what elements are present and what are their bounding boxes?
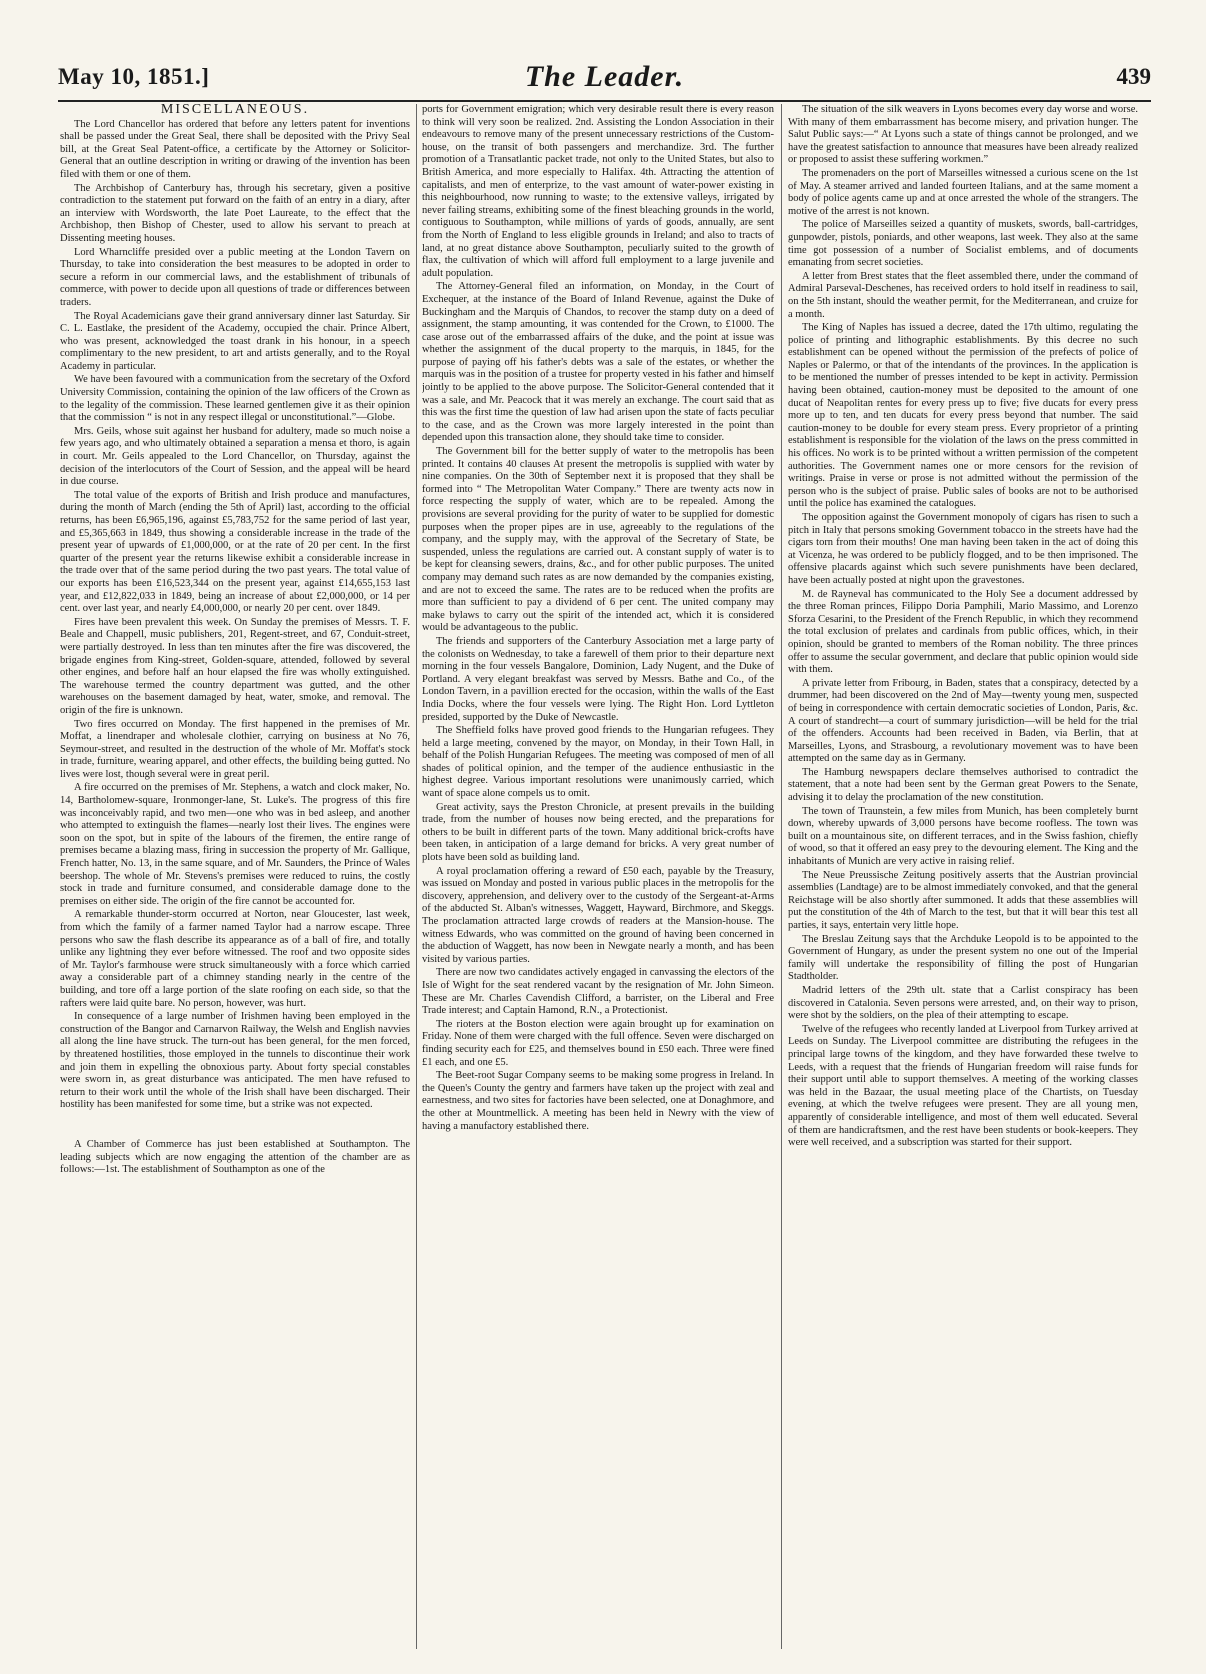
article-paragraph: The Beet-root Sugar Company seems to be making some progress in Ireland. In the Queen's County the gentry and farmers have taken up the project with zeal and earnestness, and two sites for factories have been selected, one at Donaghmore, and the other at Mountmellick. A meeting has been held in Newry with the view of having a manufactory established there. [422,1070,774,1132]
article-paragraph: The Archbishop of Canterbury has, through his secretary, given a positive contradiction to the statement put forward on the faith of an entry in a diary, after an interview with Wordsworth, the late Poet Laureate, to the effect that the Archbishop, then Bishop of Chester, used to allow his servant to preach at Dissenting meeting houses. [60,182,410,244]
article-paragraph: Two fires occurred on Monday. The first happened in the premises of Mr. Moffat, a linendraper and wholesale clothier, carrying on business at No 76, Seymour-street, and resulted in the destruction of the whole of Mr. Moffat's stock in trade, furniture, wearing apparel, and other effects, the building being gutted. No lives were lost, though several were in great peril. [60,718,410,780]
masthead-rule [58,100,1151,102]
column-gap [60,1113,410,1139]
newspaper-title: The Leader. [524,60,685,93]
column-3 [788,104,1138,1649]
article-paragraph: The Lord Chancellor has ordered that before any letters patent for inventions shall be passed under the Great Seal, there shall be deposited with the Privy Seal bill, at the Great Seal Patent-office, a certificate by the Attorney or Solicitor-General that an outline description in writing or drawing of the invention has been filed with them or one of them. [60,118,410,180]
article-paragraph: The Hamburg newspapers declare themselves authorised to contradict the statement, that a note had been sent by the German great Powers to the Senate, advising it to delay the proclamation of the new constitution. [788,766,1138,804]
article-paragraph: M. de Rayneval has communicated to the Holy See a document addressed by the three Roman princes, Filippo Doria Pamphili, Mario Massimo, and Lorenzo Sforza Cesarini, to the President of the French Republic, in which they recommend the total exclusion of prelates and cardinals from public offices, which, in their opinion, should be granted to members of the Roman nobility. The three princes offer to assume the secular government, and declare that public opinion would side with them. [788,588,1138,676]
article-paragraph: The Neue Preussische Zeitung positively asserts that the Austrian provincial assemblies (Landtage) are to be almost immediately convoked, and that the general Reichstage will be also shortly after summoned. It adds that these assemblies will put the constitution of the 4th of March to the test, but that it will bear this test all parties, it says, entertain very little hope. [788,869,1138,931]
column-2 [422,104,774,1649]
column-1 [60,104,410,1649]
issue-date: May 10, 1851.] [58,64,210,89]
section-heading: MISCELLANEOUS. [160,104,310,117]
article-paragraph: Twelve of the refugees who recently landed at Liverpool from Turkey arrived at Leeds on Sunday. The Liverpool committee are distributing the refugees in the principal large towns of the kingdom, and they have forwarded these twelve to Leeds, with a request that the friends of Hungarian freedom will raise funds for their support until able to support themselves. A meeting of the working classes was held in the Bazaar, the usual meeting place of the Chartists, on Tuesday evening, at which the twelve refugees were present. They are all young men, apparently of considerable intelligence, and most of them well educated. Several of them are handicraftsmen, and the rest have been students or book-keepers. They were well received, and a subscription was started for their support. [788,1023,1138,1149]
article-paragraph: The Sheffield folks have proved good friends to the Hungarian refugees. They held a large meeting, convened by the mayor, on Monday, in their Town Hall, in behalf of the Polish Hungarian Refugees. The meeting was composed of men of all shades of political opinion, and the temper of the audience enthusiastic in the highest degree. Various important resolutions were unanimously carried, which want of space alone compels us to omit. [422,725,774,800]
article-paragraph: The town of Traunstein, a few miles from Munich, has been completely burnt down, whereby upwards of 3,000 persons have become roofless. The town was built on a mountainous site, on different terraces, and in the Swiss fashion, chiefly of wood, so that it offered an easy prey to the devouring element. The King and the inhabitants of Munich are very active in raising relief. [788,805,1138,868]
article-paragraph: The opposition against the Government monopoly of cigars has risen to such a pitch in Italy that persons smoking Government tobacco in the streets have had the cigars torn from their mouths! One man having been taken in the act of doing this at Vicenza, he was ordered to be publicly flogged, and to be then imprisoned. The offensive placards against which such severe punishments have been declared, have been actually posted at night upon the gravestones. [788,512,1138,586]
article-paragraph: The promenaders on the port of Marseilles witnessed a curious scene on the 1st of May. A steamer arrived and landed fourteen Italians, and at the same moment a body of police agents came up and at once arrested the whole of the strangers. The motive of the arrest is not known. [788,167,1138,217]
masthead [58,60,1151,100]
article-paragraph: ports for Government emigration; which very desirable result there is every reason to think will very soon be realized. 2nd. Assisting the London Association in their endeavours to remove many of the present unnecessary restrictions of the Custom-house, on the transit of both passengers and merchandize. 3rd. The further promotion of a Transatlantic packet trade, not only to the United States, but also to British America, and more especially to Halifax. 4th. Attracting the attention of capitalists, and men of enterprize, to the vast amount of water-power existing in this neighbourhood, now running to waste; to the extensive valleys, irrigated by never failing streams, exhibiting some of the finest bleaching grounds in the world, contiguous to Southampton, while millions of yards of goods, annually, are sent from the North of England to less eligible grounds in Ireland; and also to tracts of land, at no great distance above Southampton, peculiarly suited to the growth of flax, the cultivation of which will afford full employment to a large juvenile and adult population. [422,104,774,279]
article-paragraph: A Chamber of Commerce has just been established at Southampton. The leading subjects which are now engaging the attention of the chamber are as follows:—1st. The establishment of Southampton as one of the [60,1138,410,1176]
article-paragraph: A remarkable thunder-storm occurred at Norton, near Gloucester, last week, from which the family of a farmer named Taylor had a narrow escape. Three persons who saw the flash describe its appearance as of a ball of fire, and totally unlike any lightning they ever before witnessed. The roof and two opposite sides of Mr. Taylor's farmhouse were struck simultaneously with a force which carried away a considerable part of a chimney standing nearly in the centre of the building, and tore off a large portion of the slate roofing on each side, so that the rafters were laid quite bare. No person, however, was hurt. [60,909,410,1009]
article-paragraph: The Attorney-General filed an information, on Monday, in the Court of Exchequer, at the instance of the Board of Inland Revenue, against the Duke of Buckingham and the Marquis of Chandos, to recover the stamp duty on a deed of assignment, the stamp amounting, it was contended for the Crown, to £1000. The case arose out of the embarrassed affairs of the duke, and the point at issue was whether the assignment of the ducal property to the marquis, in 1845, for the purpose of paying off his father's debts was a sale of the estates, or whether the marquis was in the position of a trustee for property vested in his father and himself jointly to be applied to the above purpose. The Solicitor-General contended that it was a sale, and Mr. Peacock that it was merely an exchange. The court said that as this was the first time the question of law had arisen upon the state of facts peculiar to the case, and as the Crown was more largely interested in the point than depended upon this transaction alone, they should take time to consider. [422,281,774,444]
article-paragraph: In consequence of a large number of Irishmen having been employed in the construction of the Bangor and Carnarvon Railway, the Welsh and English navvies all along the line have struck. The turn-out has been general, for the men forced, by threatened hostilities, those employed in the tunnels to discontinue their work and join them in expelling the obnoxious party. About forty special constables were sworn in, as great disturbance was anticipated. The men have refused to return to their work until the whole of the Irish shall have been discharged. Their hostility has been manifested for some time, but a strike was not expected. [60,1011,410,1111]
article-paragraph: The rioters at the Boston election were again brought up for examination on Friday. None of them were charged with the full offence. Seven were discharged on finding security each for £25, and themselves bound in £50 each. Three were fined £1 each, and one £5. [422,1018,774,1068]
column-divider [416,104,417,1649]
article-paragraph: The total value of the exports of British and Irish produce and manufactures, during the month of March (ending the 5th of April) last, according to the official returns, has been £6,965,196, against £5,783,752 for the same period of last year, and £5,365,663 in 1849, thus showing a considerable increase in the trade of the present year of upwards of £1,000,000, or at the rate of 20 per cent. In the first quarter of the present year the returns likewise exhibit a considerable increase in the trade over that of the same period during the two past years. The total value of our exports has been £16,523,344 on the present year, against £14,655,153 last year, and £12,822,033 in 1849, being an increase of about £2,000,000, or 14 per cent. over last year, and nearly £4,000,000, or nearly 20 per cent. over 1849. [60,489,410,615]
article-paragraph: Fires have been prevalent this week. On Sunday the premises of Messrs. T. F. Beale and Chappell, music publishers, 201, Regent-street, and 67, Conduit-street, were partially destroyed. In less than ten minutes after the fire was discovered, the brigade engines from King-street, Golden-square, attended, followed by several other engines, and before half an hour elapsed the fire was wholly extinguished. The warehouse termed the country department was gutted, and the other warehouses on the basement damaged by heat, water, smoke, and removal. The origin of the fire is unknown. [60,616,410,716]
article-paragraph: The King of Naples has issued a decree, dated the 17th ultimo, regulating the police of printing and lithographic establishments. By this decree no such establishment can be opened without the permission of the prefects of police of Naples or Palermo, or that of the intendants of the provinces. In the application is to be mentioned the number of presses intended to be kept in activity. Permission having been obtained, caution-money must be deposited to the amount of one ducat of Neapolitan rentes for every press up to five; five ducats for every press more up to ten, and ten ducats for every press beyond that number. The said caution-money to be double for every steam press. Every proprietor of a printing establishment is responsible for the violation of the laws on the press committed in his offices. No work is to be printed without a written permission of the competent authorities. The Government names one or more censors for the revision of writings. Praise in verse or prose is not admitted without the permission of the person who is the subject of praise. Public sales of books are not to be authorised until the police has examined the catalogues. [788,322,1138,510]
article-paragraph: The Government bill for the better supply of water to the metropolis has been printed. It contains 40 clauses At present the metropolis is supplied with water by nine companies. On the 30th of September next it is proposed that they shall be formed into “ The Metropolitan Water Company.” There are twenty acts now in force respecting the supply of water, which are to be repealed. Among the provisions are several providing for the purity of water to be supplied for domestic purposes when the proper pipes are in use, agreeably to the regulations of the company, and the supply may, with the approval of the Secretary of State, be suspended, unless the regulations are carried out. A constant supply of water is to be kept for cleansing sewers, drains, &c., and for other public purposes. The united company may demand such rates as are now demanded by the companies existing, and are not to exceed the same. The rates are to be reduced when the profits are more than sufficient to pay a dividend of 6 per cent. The united company may make bylaws to carry out the spirit of the intended act, which it is considered would be advantageous to the public. [422,446,774,634]
article-paragraph: Madrid letters of the 29th ult. state that a Carlist conspiracy has been discovered in Catalonia. Seven persons were arrested, and, on their way to prison, were shot by the soldiers, on the plea of their attempting to escape. [788,984,1138,1022]
page-number: 439 [1116,64,1151,89]
article-paragraph: Lord Wharncliffe presided over a public meeting at the London Tavern on Thursday, to take into consideration the best measures to be adopted in order to secure a reform in our commercial laws, and the establishment of tribunals of commerce, with power to decide upon all questions of trade or differences between traders. [60,246,410,308]
article-paragraph: The Breslau Zeitung says that the Archduke Leopold is to be appointed to the Government of Hungary, as under the present system no one out of the Imperial family will undertake the responsibility of filling the post of Hungarian Stadtholder. [788,933,1138,983]
article-paragraph: The police of Marseilles seized a quantity of muskets, swords, ball-cartridges, gunpowder, pistols, poniards, and other weapons, last week. They also at the same time got possession of a number of Socialist emblems, and of documents emanating from secret societies. [788,219,1138,269]
column-divider [781,104,782,1649]
article-paragraph: The friends and supporters of the Canterbury Association met a large party of the colonists on Wednesday, to take a farewell of them prior to their departure next morning in the four vessels Bangalore, Dominion, Lady Nugent, and the Duke of Portland. A very elegant breakfast was served by Messrs. Bathe and Co., of the London Tavern, in a pavillion erected for the occasion, within the walls of the East India Docks, where the four vessels were lying. The Right Hon. Lord Lyttleton presided, supported by the Duke of Newcastle. [422,635,774,723]
article-paragraph: We have been favoured with a communication from the secretary of the Oxford University Commission, containing the opinion of the law officers of the Crown as to the legality of the commission. These learned gentlemen give it as their opinion that the commission “ is not in any respect illegal or unconstitutional.”—Globe. [60,374,410,424]
article-paragraph: The Royal Academicians gave their grand anniversary dinner last Saturday. Sir C. L. Eastlake, the president of the Academy, occupied the chair. Prince Albert, who was present, acknowledged the toast drank in his honour, in a speech complimentary to the new president, to art and artists generally, and to the Royal Academy in particular. [60,310,410,372]
article-paragraph: A private letter from Fribourg, in Baden, states that a conspiracy, detected by a drummer, had been discovered on the 2nd of May—twenty young men, suspected of being in correspondence with certain democratic societies of London, Paris, &c. A court of standrecht—a court of summary jurisdiction—will be held for the trial of the offenders. Accounts had been received in Baden, via Berlin, that at Marseilles, Lyons, and Strasbourg, a revolutionary movement was to have been attempted on the same day as in Germany. [788,677,1138,765]
article-paragraph: Mrs. Geils, whose suit against her husband for adultery, made so much noise a few years ago, and who ultimately obtained a separation a mensa et thoro, is again in court. Mr. Geils appealed to the Lord Chancellor, on Thursday, against the decision of the interlocutors of the Court of Session, and the appeal will be heard in due course. [60,425,410,488]
article-paragraph: A fire occurred on the premises of Mr. Stephens, a watch and clock maker, No. 14, Bartholomew-square, Ironmonger-lane, St. Luke's. The progress of this fire was inconceivably rapid, and two men—one who was in bed asleep, and another who attempted to extinguish the flames—nearly lost their lives. The engines were soon on the spot, but in spite of the labours of the firemen, the entire range of premises became a blazing mass, firing in succession the property of Mr. Gallique, French hatter, No. 13, in the same square, and of Mr. Saunders, the Prince of Wales beershop. The whole of Mr. Stevens's premises were reduced to ruins, the costly stock in trade and furniture consumed, and considerable damage done to the premises on either side. The origin of the fire cannot be accounted for. [60,782,410,907]
article-paragraph: A letter from Brest states that the fleet assembled there, under the command of Admiral Parseval-Deschenes, has received orders to hold itself in readiness to sail, on the 5th instant, should the weather permit, for the Mediterranean, and cruize for a month. [788,270,1138,320]
article-paragraph: A royal proclamation offering a reward of £50 each, payable by the Treasury, was issued on Monday and posted in various public places in the metropolis for the discovery, apprehension, and delivery over to the custody of the Sergeant-at-Arms of the abducted St. Alban's witnesses, Waggett, Hayward, Birchmore, and Skeggs. The proclamation attracted large crowds of readers at the Mansion-house. The witness Edwards, who was committed on the ground of having been concerned in the abduction of Waggett, has now been in Newgate nearly a month, and has been visited by various parties. [422,865,774,965]
article-paragraph: There are now two candidates actively engaged in canvassing the electors of the Isle of Wight for the seat rendered vacant by the resignation of Mr. John Simeon. These are Mr. Charles Cavendish Clifford, a barrister, on the Liberal and Free Trade interest; and Captain Hamond, R.N., a Protectionist. [422,967,774,1017]
article-paragraph: The situation of the silk weavers in Lyons becomes every day worse and worse. With many of them embarrassment has become misery, and privation hunger. The Salut Public says:—“ At Lyons such a state of things cannot be prolonged, and we have the greatest satisfaction to announce that measures have been already realized or proposed to assist these suffering workmen.” [788,104,1138,166]
article-paragraph: Great activity, says the Preston Chronicle, at present prevails in the building trade, from the number of houses now being erected, and the preparations for others to be built in different parts of the town. Many additional brick-crofts have been taken, in anticipation of a large demand for bricks. A very great number of plots have been sold as building land. [422,801,774,864]
